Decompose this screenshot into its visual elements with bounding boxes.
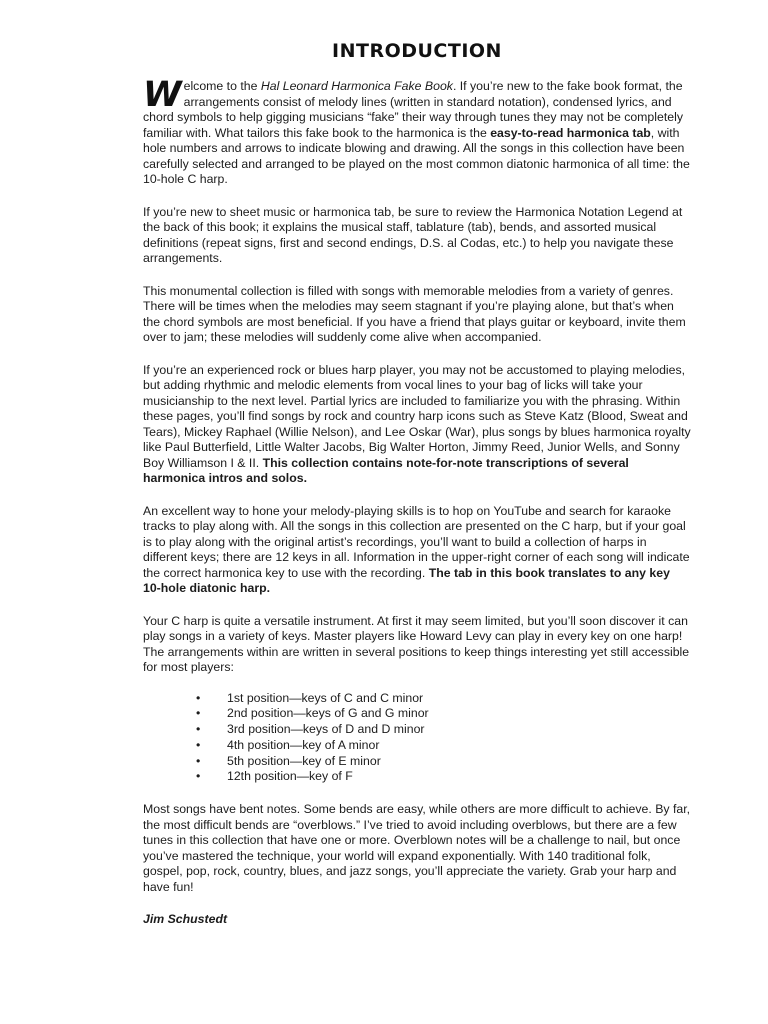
drop-cap: W [143, 75, 182, 115]
welcome-text-2: . If you’re new to the fake book format, the arrangements consist of melody lines (written in standard notation), condensed lyrics, and chord symbols to help gigging musicians “fake” their way through tunes they may not be completely familiar with. What tailors this fake book to the harmonica is the [143, 79, 683, 140]
page [143, 40, 691, 926]
paragraph-c-harp: Your C harp is quite a versatile instrument. At first it may seem limited, but you’ll soon discover it can play songs in a variety of keys. Master players like Howard Levy can play in every key on one harp! The arrangements within are written in several positions to keep things interesting yet still accessible for most players: [143, 613, 690, 674]
book-title: Hal Leonard Harmonica Fake Book [260, 79, 453, 93]
youtube-bold: The tab in this book translates to any key 10-hole diatonic harp. [143, 565, 670, 595]
paragraph-youtube [143, 504, 691, 597]
experienced-bold: This collection contains note-for-note transcriptions of several harmonica intros and solos. [143, 455, 629, 485]
welcome-text-3: , with hole numbers and arrows to indicate blowing and drawing. All the songs in this collection have been carefully selected and arranged to be played on the most common diatonic harmonica of all time: the 10-hole C harp. [143, 125, 690, 186]
experienced-text: If you’re an experienced rock or blues harp player, you may not be accustomed to playing melodies, but adding rhythmic and melodic elements from vocal lines to your bag of licks will take your musicianship to the next level. Partial lyrics are included to familiarize you with the phrasing. Within these pages, you’ll find songs by rock and country harp icons such as Steve Katz (Blood, Sweat and Tears), Mickey Raphael (Willie Nelson), and Lee Oskar (War), plus songs by blues harmonica royalty like Paul Butterfield, Little Walter Jacobs, Big Walter Horton, Jimmy Reed, Junior Wells, and Sonny Boy Williamson I & II. [143, 362, 691, 470]
positions-list [143, 691, 691, 786]
paragraph-collection: This monumental collection is filled with songs with memorable melodies from a variety of genres. There will be times when the melodies may seem stagnant if you’re playing alone, but that’s when the chord symbols are most beneficial. If you have a friend that plays guitar or keyboard, invite them over to jam; these melodies will suddenly come alive when accompanied. [143, 283, 686, 344]
list-item: • 3rd position—keys of D and D minor [143, 722, 691, 738]
list-item: • 1st position—keys of C and C minor [143, 691, 691, 707]
list-item: • 12th position—key of F [143, 769, 691, 785]
paragraph-experienced [143, 363, 691, 487]
welcome-bold: easy-to-read harmonica tab [490, 125, 651, 140]
paragraph-welcome [143, 75, 699, 188]
page-title: INTRODUCTION [332, 40, 502, 62]
paragraph-bends: Most songs have bent notes. Some bends are easy, while others are more difficult to achieve. By far, the most difficult bends are “overblows.” I’ve tried to avoid including overblows, but there are a few tunes in this collection that have one or more. Overblown notes will be a challenge to nail, but once you’ve mastered the technique, your world will expand exponentially. With 140 traditional folk, gospel, pop, rock, country, blues, and jazz songs, you’ll appreciate the variety. Grab your harp and have fun! [143, 802, 691, 894]
youtube-text: An excellent way to hone your melody-playing skills is to hop on YouTube and search for karaoke tracks to play along with. All the songs in this collection are presented on the C harp, but if your goal is to play along with the original artist’s recordings, you’ll want to build a collection of harps in different keys; there are 12 keys in all. Information in the upper-right corner of each song will indicate the correct harmonica key to use with the recording. [143, 503, 690, 580]
list-item: • 4th position—key of A minor [143, 738, 691, 754]
author-signature: Jim Schustedt [143, 912, 228, 927]
list-item: • 2nd position—keys of G and G minor [143, 706, 691, 722]
welcome-text-1: elcome to the [183, 79, 261, 93]
list-item: • 5th position—key of E minor [143, 754, 691, 770]
paragraph-notation: If you’re new to sheet music or harmonica tab, be sure to review the Harmonica Notation Legend at the back of this book; it explains the musical staff, tablature (tab), bends, and assorted musical definitions (repeat signs, first and second endings, D.S. al Codas, etc.) to help you navigate these arrangements. [143, 204, 683, 265]
